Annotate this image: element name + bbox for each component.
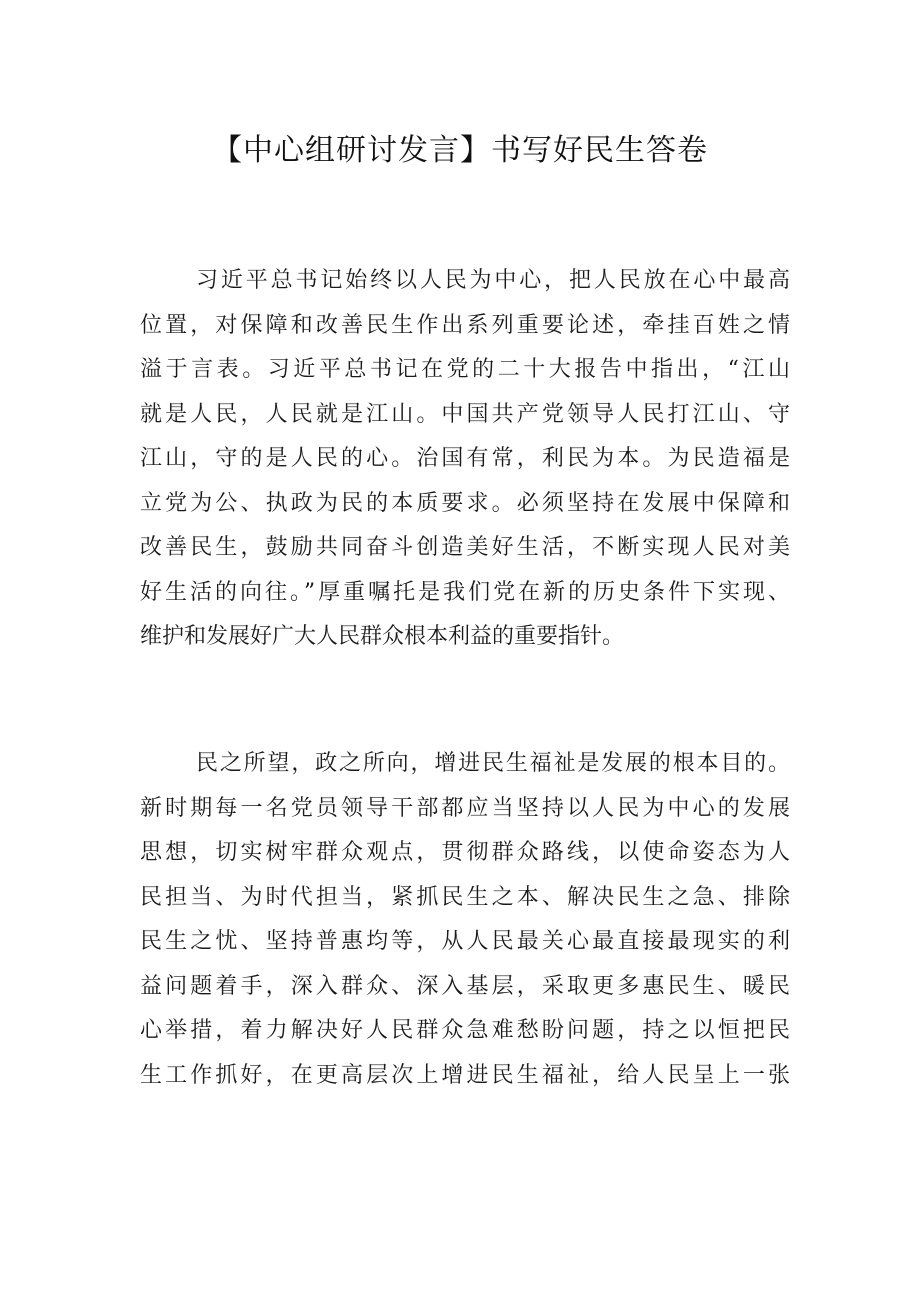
paragraph-line: 就是人民，人民就是江山。中国共产党领导人民打江山、守 bbox=[140, 401, 790, 427]
paragraph-line: 位置，对保障和改善民生作出系列重要论述，牵挂百姓之情 bbox=[140, 312, 790, 338]
paragraph-line: 江山，守的是人民的心。治国有常，利民为本。为民造福是 bbox=[140, 446, 790, 471]
paragraph-line: 民之所望，政之所向，增进民生福祉是发展的根本目的。 bbox=[196, 751, 790, 776]
paragraph-line: 立党为公、执政为民的本质要求。必须坚持在发展中保障和 bbox=[140, 490, 790, 516]
paragraph-line: 生工作抓好，在更高层次上增进民生福祉，给人民呈上一张 bbox=[140, 1062, 790, 1088]
paragraph-line: 习近平总书记始终以人民为中心，把人民放在心中最高 bbox=[196, 268, 790, 293]
paragraph-2 bbox=[140, 742, 790, 1098]
document-title: 【中心组研讨发言】书写好民生答卷 bbox=[212, 133, 708, 168]
paragraph-line: 心举措，着力解决好人民群众急难愁盼问题，持之以恒把民 bbox=[140, 1018, 790, 1043]
paragraph-line: 好生活的向往。”厚重嘱托是我们党在新的历史条件下实现、 bbox=[140, 579, 790, 605]
paragraph-line: 民担当、为时代担当，紧抓民生之本、解决民生之急、排除 bbox=[140, 884, 790, 910]
paragraph-line: 维护和发展好广大人民群众根本利益的重要指针。 bbox=[140, 624, 625, 649]
paragraph-line: 溢于言表。习近平总书记在党的二十大报告中指出，“江山 bbox=[140, 357, 790, 382]
paragraph-line: 新时期每一名党员领导干部都应当坚持以人民为中心的发展 bbox=[140, 795, 790, 821]
paragraph-line: 益问题着手，深入群众、深入基层，采取更多惠民生、暖民 bbox=[140, 973, 790, 999]
paragraph-line: 改善民生，鼓励共同奋斗创造美好生活，不断实现人民对美 bbox=[140, 535, 790, 560]
paragraph-line: 民生之忧、坚持普惠均等，从人民最关心最直接最现实的利 bbox=[140, 929, 790, 954]
paragraph-line: 思想，切实树牢群众观点，贯彻群众路线，以使命姿态为人 bbox=[140, 840, 790, 865]
paragraph-1 bbox=[140, 259, 790, 660]
